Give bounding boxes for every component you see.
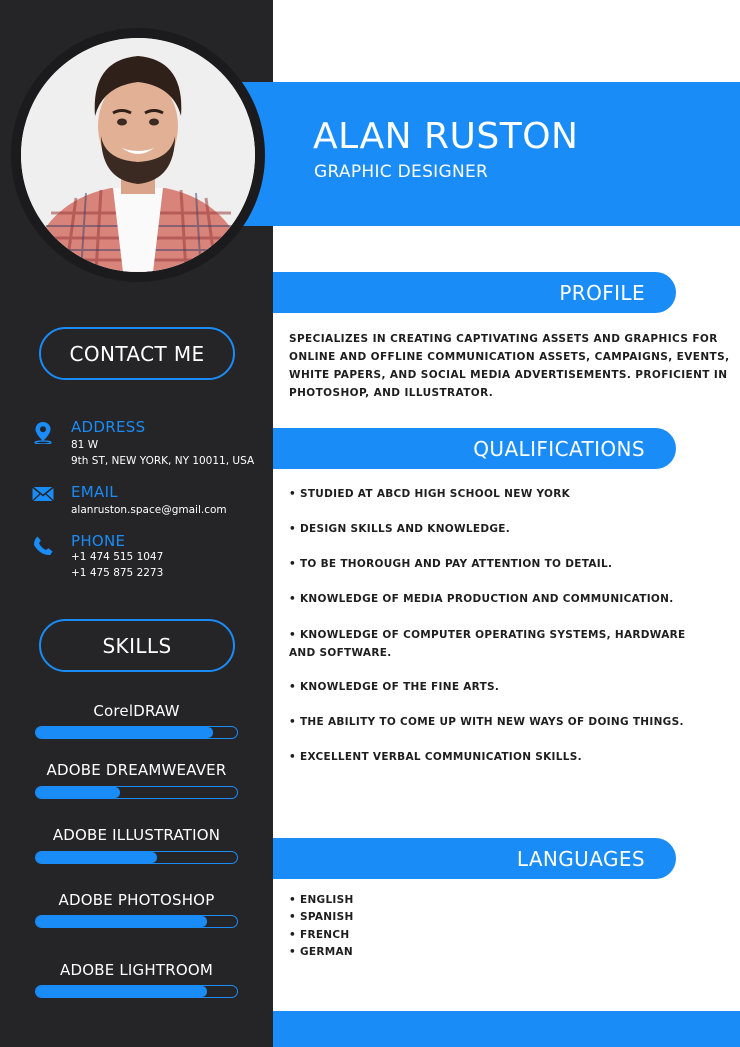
phone-line-2: +1 475 875 2273 — [71, 567, 164, 579]
qualification-item: • TO BE THOROUGH AND PAY ATTENTION TO DETAIL. — [289, 558, 613, 570]
skill-name: ADOBE LIGHTROOM — [60, 961, 213, 979]
profile-text: SPECIALIZES IN CREATING CAPTIVATING ASSETS AND GRAPHICS FOR ONLINE AND OFFLINE COMMUNICATION ASSETS, CAMPAIGNS, EVENTS, WHITE PAPERS, AND SOCIAL MEDIA ADVERTISEMENTS. PROFICIENT IN PHOTOSHOP, AND ILLUSTRATOR. — [289, 333, 730, 399]
skill-bar — [35, 851, 238, 864]
skill-bar-fill — [36, 787, 120, 798]
location-pin-icon — [31, 420, 55, 444]
address-line-2: 9th ST, NEW YORK, NY 10011, USA — [71, 455, 255, 467]
email-value[interactable]: alanruston.space@gmail.com — [71, 504, 227, 516]
languages-heading: LANGUAGES — [273, 838, 676, 879]
phone-icon — [31, 534, 55, 558]
resume-name: ALAN RUSTON — [313, 116, 579, 157]
qualification-item: • KNOWLEDGE OF COMPUTER OPERATING SYSTEMS, HARDWARE AND SOFTWARE. — [289, 629, 686, 659]
phone-label: PHONE — [71, 532, 126, 550]
skill-name: ADOBE DREAMWEAVER — [46, 761, 227, 779]
skill-bar — [35, 786, 238, 799]
skills-heading: SKILLS — [39, 619, 235, 672]
language-item: • SPANISH — [289, 911, 354, 923]
language-item: • GERMAN — [289, 946, 354, 958]
skill-bar — [35, 985, 238, 998]
address-line-1: 81 W — [71, 439, 99, 451]
language-item: • ENGLISH — [289, 894, 354, 906]
skill-name: ADOBE ILLUSTRATION — [52, 826, 221, 844]
profile-heading: PROFILE — [273, 272, 676, 313]
qualification-item: • KNOWLEDGE OF THE FINE ARTS. — [289, 681, 500, 693]
person-portrait — [21, 38, 255, 272]
qualification-item: • THE ABILITY TO COME UP WITH NEW WAYS OF DOING THINGS. — [289, 716, 684, 728]
qualification-item: • DESIGN SKILLS AND KNOWLEDGE. — [289, 523, 511, 535]
skill-bar-fill — [36, 852, 157, 863]
skill-name: CorelDRAW — [93, 702, 180, 720]
skill-bar-fill — [36, 986, 207, 997]
profile-photo — [21, 38, 255, 272]
qualification-item: • KNOWLEDGE OF MEDIA PRODUCTION AND COMMUNICATION. — [289, 593, 674, 605]
skill-bar-fill — [36, 916, 207, 927]
skill-bar — [35, 915, 238, 928]
qualifications-heading: QUALIFICATIONS — [273, 428, 676, 469]
skill-name: ADOBE PHOTOSHOP — [58, 891, 215, 909]
skill-bar — [35, 726, 238, 739]
envelope-icon — [31, 482, 55, 506]
phone-line-1: +1 474 515 1047 — [71, 551, 164, 563]
language-item: • FRENCH — [289, 929, 350, 941]
email-label: EMAIL — [71, 483, 118, 501]
contact-heading: CONTACT ME — [39, 327, 235, 380]
qualification-item: • EXCELLENT VERBAL COMMUNICATION SKILLS. — [289, 751, 582, 763]
address-label: ADDRESS — [71, 418, 146, 436]
qualification-item: • STUDIED AT ABCD HIGH SCHOOL NEW YORK — [289, 488, 571, 500]
job-title: GRAPHIC DESIGNER — [314, 162, 489, 182]
skill-bar-fill — [36, 727, 213, 738]
footer-band — [273, 1011, 740, 1047]
